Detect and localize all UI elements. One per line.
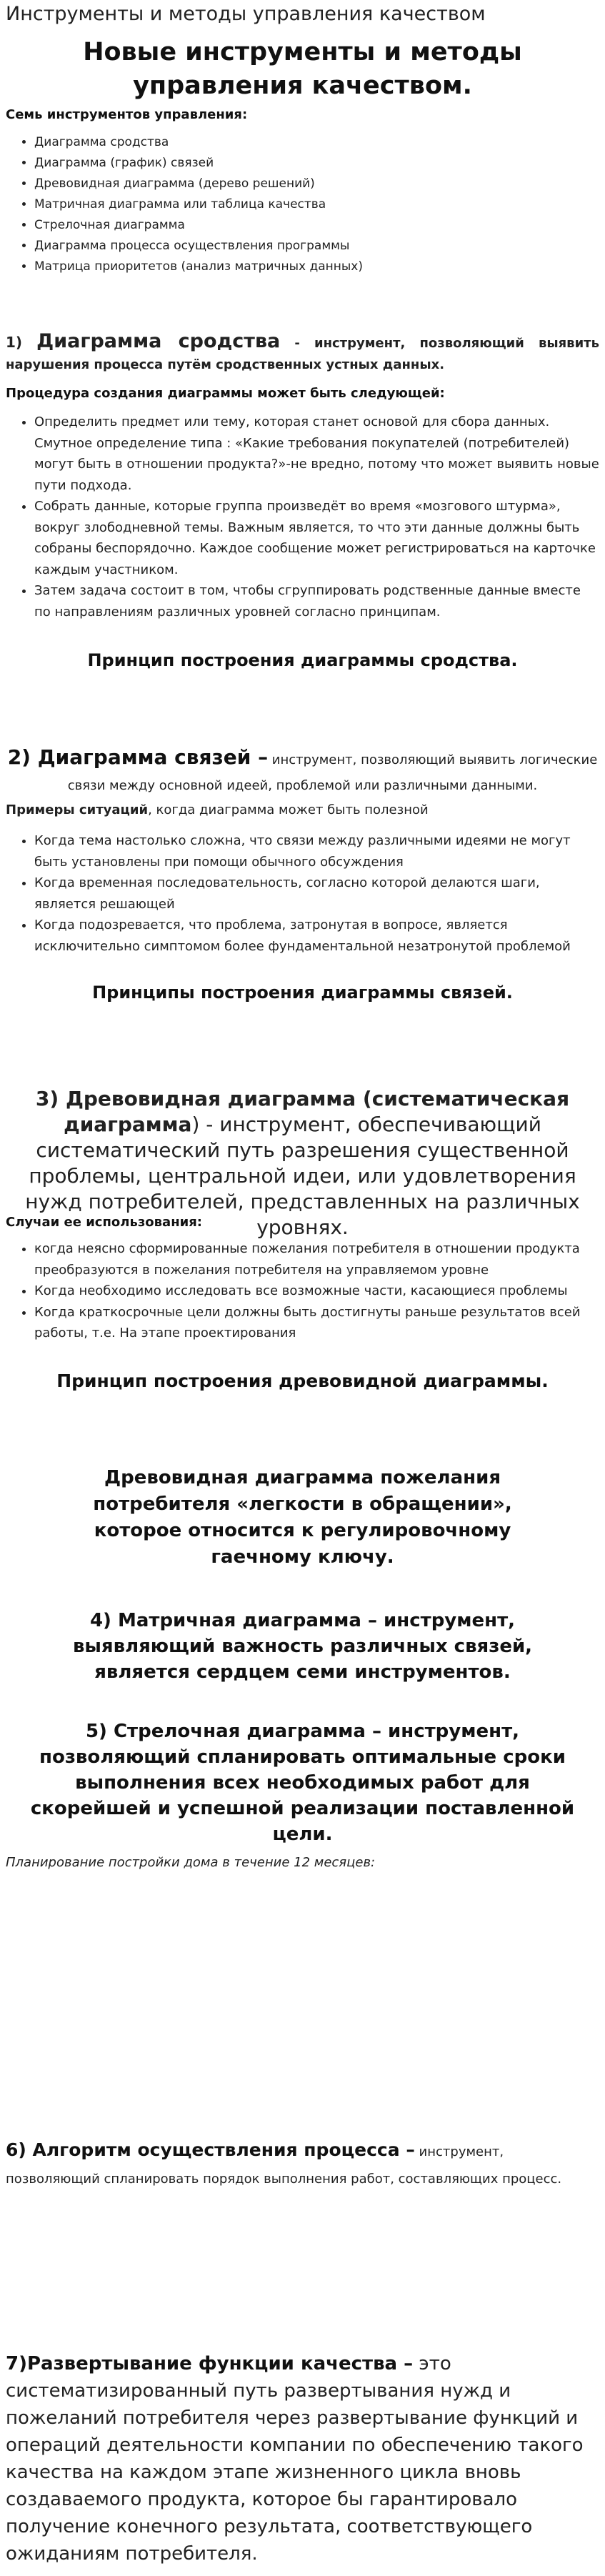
document-title: Инструменты и методы управления качеством bbox=[6, 3, 486, 25]
list-item: • Древовидная диаграмма (дерево решений) bbox=[34, 174, 599, 194]
list-item: • Диаграмма сродства bbox=[34, 132, 599, 153]
section2-heading bbox=[6, 745, 599, 799]
seven-tools-list bbox=[6, 132, 599, 277]
section3-cases-label: Случаи ее использования: bbox=[6, 1215, 203, 1230]
section2-description: инструмент, позволяющий выявить логические связи между основной идеей, проблемой или различными данными. bbox=[67, 752, 598, 793]
section3-principle: Принцип построения древовидной диаграммы. bbox=[56, 1371, 549, 1391]
section2-examples-label: Примеры ситуаций bbox=[6, 802, 149, 817]
list-item: • Стрелочная диаграмма bbox=[34, 215, 599, 236]
section2-examples-heading bbox=[6, 802, 599, 817]
list-item: • Диаграмма (график) связей bbox=[34, 153, 599, 174]
list-item: • Определить предмет или тему, которая станет основой для сбора данных. Смутное определение типа : «Какие требования покупателей (потребителей) могут быть в отношении продукта?»-не вредно, потому что может выявить новые пути подхода. bbox=[34, 412, 599, 496]
section1-description: - инструмент, позволяющий выявить нарушения процесса путём сродственных устных данных. bbox=[6, 336, 599, 372]
list-item: • Матрица приоритетов (анализ матричных данных) bbox=[34, 257, 599, 277]
seven-tools-label: Семь инструментов управления: bbox=[6, 107, 248, 122]
list-item: • Когда подозревается, что проблема, затронутая в вопросе, является исключительно симптомом более фундаментальной незатронутой проблемой bbox=[34, 915, 599, 957]
section1-procedure-label: Процедура создания диаграммы может быть следующей: bbox=[6, 386, 445, 401]
section3-example-caption: Древовидная диаграмма пожелания потребителя «легкости в обращении», которое относится к регулировочному гаечному ключу. bbox=[93, 1467, 512, 1568]
section3-title: 3) Древовидная диаграмма (систематическая диаграмма bbox=[35, 1087, 570, 1136]
list-item: • Затем задача состоит в том, чтобы сгруппировать родственные данные вместе по направлениям различных уровней согласно принципам. bbox=[34, 580, 599, 622]
section3-description: ) - инструмент, обеспечивающий систематический путь разрешения существенной проблемы, центральной идеи, или удовлетворения нужд потребителей, представленных на различных уровнях. bbox=[25, 1113, 580, 1239]
section7-heading bbox=[6, 2350, 599, 2567]
section6-heading bbox=[6, 2137, 599, 2193]
section1-heading bbox=[6, 331, 599, 376]
list-item: • Когда краткосрочные цели должны быть достигнуты раньше результатов всей работы, т.е. На этапе проектирования bbox=[34, 1302, 599, 1344]
section1-principle: Принцип построения диаграммы сродства. bbox=[87, 650, 518, 670]
list-item: • Матричная диаграмма или таблица качества bbox=[34, 194, 599, 215]
section7-title: 7)Развертывание функции качества – bbox=[6, 2353, 414, 2374]
section2-principle: Принципы построения диаграммы связей. bbox=[92, 983, 513, 1003]
list-item: • Когда тема настолько сложна, что связи между различными идеями не могут быть установлены при помощи обычного обсуждения bbox=[34, 830, 599, 872]
section4-text: 4) Матричная диаграмма – инструмент, выявляющий важность различных связей, является сердцем семи инструментов. bbox=[72, 1610, 533, 1683]
section1-steps bbox=[6, 412, 599, 622]
section1-title: Диаграмма сродства bbox=[36, 330, 281, 352]
section6-title: 6) Алгоритм осуществления процесса – bbox=[6, 2139, 415, 2160]
section1-number: 1) bbox=[6, 334, 23, 351]
seven-tools-block bbox=[6, 107, 599, 277]
list-item: • Диаграмма процесса осуществления программы bbox=[34, 236, 599, 257]
section6-description: инструмент, позволяющий спланировать порядок выполнения работ, составляющих процесс. bbox=[6, 2144, 562, 2187]
section5-plan-caption: Планирование постройки дома в течение 12 месяцев: bbox=[6, 1855, 376, 1870]
main-heading: Новые инструменты и методы управления качеством. bbox=[83, 38, 522, 100]
section2-title: 2) Диаграмма связей – bbox=[7, 745, 269, 769]
section3-cases-list bbox=[6, 1238, 599, 1344]
list-item: • Когда временная последовательность, согласно которой делаются шаги, является решающей bbox=[34, 872, 599, 915]
list-item: • Когда необходимо исследовать все возможные части, касающиеся проблемы bbox=[34, 1280, 599, 1302]
section2-examples-list bbox=[6, 830, 599, 957]
section2-examples-suffix: , когда диаграмма может быть полезной bbox=[148, 802, 429, 817]
section5-text: 5) Стрелочная диаграмма – инструмент, позволяющий спланировать оптимальные сроки выполнения всех необходимых работ для скорейшей и успешной реализации поставленной цели. bbox=[30, 1721, 575, 1845]
list-item: • Собрать данные, которые группа произведёт во время «мозгового штурма», вокруг злободневной темы. Важным является, то что эти данные должны быть собраны беспорядочно. Каждое сообщение может регистрироваться на карточке каждым участником. bbox=[34, 496, 599, 580]
section7-description: это систематизированный путь развертывания нужд и пожеланий потребителя через развертывание функций и операций деятельности компании по обеспечению такого качества на каждом этапе жизненного цикла вновь создаваемого продукта, которое бы гарантировало получение конечного результата, соответствующего ожиданиям потребителя. bbox=[6, 2353, 584, 2565]
list-item: • когда неясно сформированные пожелания потребителя в отношении продукта преобразуются в пожелания потребителя на управляемом уровне bbox=[34, 1238, 599, 1280]
